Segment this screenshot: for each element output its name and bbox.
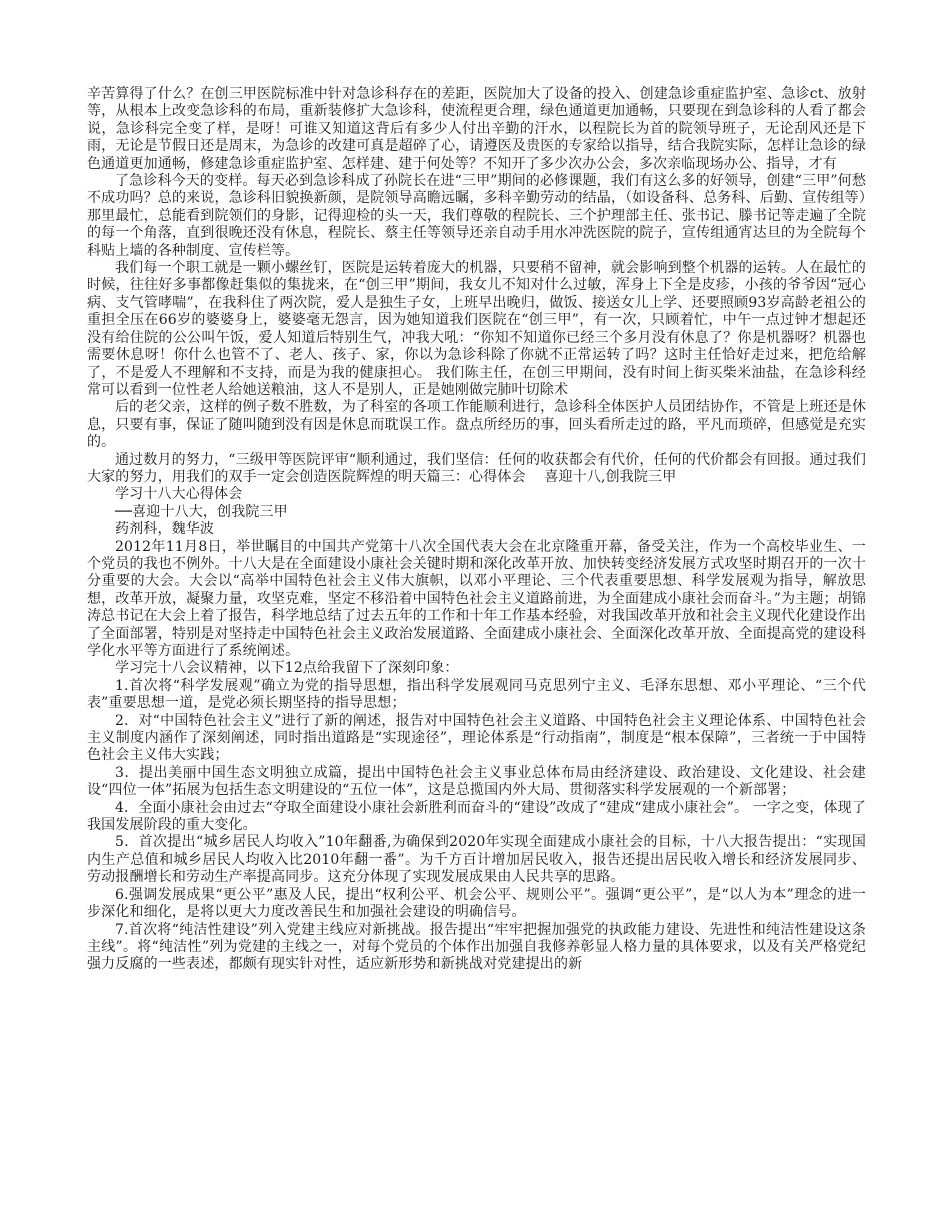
list-item-5: 5．首次提出“城乡居民人均收入”10年翻番,为确保到2020年实现全面建成小康社会的目标，十八大报告提出：“实现国内生产总值和城乡居民人均收入比2010年翻一番”。为千方百计增加居民收入，报告还提出居民收入增长和经济发展同步、劳动报酬增长和劳动生产率提高同步。这充分体现了实现发展成果由人民共享的思路。 <box>87 834 866 886</box>
section-heading: 学习十八大心得体会 <box>115 486 243 503</box>
list-item-2: 2．对“中国特色社会主义”进行了新的阐述，报告对中国特色社会主义道路、中国特色社会主义理论体系、中国特色社会主义制度内涵作了深刻阐述，同时指出道路是“实现途径”，理论体系是“行动指南”，制度是“根本保障”，三者统一于中国特色社会主义伟大实践； <box>87 712 866 764</box>
paragraph-1: 辛苦算得了什么？在创三甲医院标准中针对急诊科存在的差距，医院加大了设备的投入、创建急诊重症监护室、急诊ct、放射等，从根本上改变急诊科的布局，重新装修扩大急诊科，使流程更合理，绿色通道更加通畅，只要现在到急诊科的人看了都会说，急诊科完全变了样，是呀！可谁又知道这背后有多少人付出辛勤的汗水，以程院长为首的院领导班子，无论刮风还是下雨，无论是节假日还是周末，为急诊的改建可真是超碎了心，请遵医及贵医的专家给以指导，结合我院实际，怎样让急诊的绿色通道更加通畅，修建急诊重症监护室、怎样建、建于何处等？不知开了多少次办公会，多次亲临现场办公、指导，才有 <box>87 86 866 172</box>
list-item-6: 6.强调发展成果“更公平”惠及人民，提出“权利公平、机会公平、规则公平”。强调“更公平”，是“以人为本”理念的进一步深化和细化，是将以更大力度改善民生和加强社会建设的明确信号。 <box>87 886 866 921</box>
list-item-1: 1.首次将“科学发展观”确立为党的指导思想，指出科学发展观同马克思列宁主义、毛泽东思想、邓小平理论、“三个代表”重要思想一道，是党必须长期坚持的指导思想； <box>87 677 866 712</box>
paragraph-10: 学习完十八会议精神，以下12点给我留下了深刻印象： <box>115 660 459 677</box>
author-line: 药剂科，魏华波 <box>115 521 215 538</box>
list-item-4: 4．全面小康社会由过去“夺取全面建设小康社会新胜利而奋斗的“建设”改成了“建成“建成小康社会”。 一字之变，体现了我国发展阶段的重大变化。 <box>87 799 866 834</box>
paragraph-4: 后的老父亲，这样的例子数不胜数，为了科室的各项工作能顺利进行，急诊科全体医护人员团结协作，不管是上班还是休息，只要有事，保证了随叫随到没有因是休息而耽误工作。盘点所经历的事，回头看所走过的路，平凡而琐碎，但感觉是充实的。 <box>87 399 866 451</box>
list-item-3: 3．提出美丽中国生态文明独立成篇，提出中国特色社会主义事业总体布局由经济建设、政治建设、文化建设、社会建设“四位一体”拓展为包括生态文明建设的“五位一体”，这是总揽国内外大局、贯彻落实科学发展观的一个新部署； <box>87 764 866 799</box>
section-subtitle: ──喜迎十八大，创我院三甲 <box>115 503 288 520</box>
paragraph-2: 了急诊科今天的变样。每天必到急诊科成了孙院长在进“三甲”期间的必修课题，我们有这么多的好领导，创建“三甲”何愁不成功吗？总的来说，急诊科旧貌换新颜，是院领导高瞻远瞩，多科辛勤劳动的结晶，（如设备科、总务科、后勤、宣传组等）那里最忙，总能看到院领们的身影，记得迎检的头一天，我们尊敬的程院长、三个护理部主任、张书记、滕书记等走遍了全院的每一个角落，直到很晚还没有休息，程院长、蔡主任等领导还亲自动手用水冲洗医院的院子，宣传组通宵达旦的为全院每个科贴上墙的各种制度、宣传栏等。 <box>87 173 866 259</box>
paragraph-9: 2012年11月8日，举世瞩目的中国共产党第十八次全国代表大会在北京隆重开幕，备受关注，作为一个高校毕业生、一个党员的我也不例外。十八大是在全面建设小康社会关键时期和深化改革开放、加快转变经济发展方式攻坚时期召开的一次十分重要的大会。大会以“高举中国特色社会主义伟大旗帜，以邓小平理论、三个代表重要思想、科学发展观为指导，解放思想，改革开放，凝聚力量，攻坚克难，坚定不移沿着中国特色社会主义道路前进，为全面建成小康社会而奋斗。”为主题；胡锦涛总书记在大会上着了报告，科学地总结了过去五年的工作和十年工作基本经验，对我国改革开放和社会主义现代化建设作出了全面部署，特别是对坚持走中国特色社会主义政治发展道路、全面建成小康社会、全面深化改革开放、全面提高党的建设科学化水平等方面进行了系统阐述。 <box>87 538 866 659</box>
paragraph-5: 通过数月的努力，“三级甲等医院评审“顺利通过，我们坚信：任何的收获都会有代价，任何的代价都会有回报。通过我们大家的努力，用我们的双手一定会创造医院辉煌的明天篇三：心得体会 喜迎十八,创我院三甲 <box>87 451 866 485</box>
paragraph-3: 我们每一个职工就是一颗小螺丝钉，医院是运转着庞大的机器，只要稍不留神，就会影响到整个机器的运转。人在最忙的时候，往往好多事都像赶集似的集拢来，在“创三甲”期间，我女儿不知对什么过敏，浑身上下全是皮疹，小孩的爷爷因“冠心病、支气管哮喘”，在我科住了两次院，爱人是独生子女，上班早出晚归，做饭、接送女儿上学、还要照顾93岁高龄老祖公的重担全压在66岁的婆婆身上，婆婆毫无怨言，因为她知道我们医院在“创三甲”，有一次，只顾着忙，中午一点过钟才想起还没有给住院的公公叫午饭，爱人知道后特别生气，冲我大吼：“你知不知道你已经三个多月没有休息了？你是机器呀？机器也需要休息呀！你什么也管不了、老人、孩子、家，你以为急诊科除了你就不正常运转了吗？这时主任恰好走过来，把危给解了，不是爱人不理解和不支持，而是为我的健康担心。 我们陈主任，在创三甲期间，没有时间上街买柴米油盐，在急诊科经常可以看到一位性老人给她送粮油，这人不是别人，正是她刚做完肺叶切除术 <box>87 260 866 398</box>
list-item-7: 7.首次将“纯洁性建设”列入党建主线应对新挑战。报告提出“牢牢把握加强党的执政能力建设、先进性和纯洁性建设这条主线”。将“纯洁性”列为党建的主线之一，对每个党员的个体作出加强自我修养彰显人格力量的具体要求，以及有关严格党纪强力反腐的一些表述，都颇有现实针对性，适应新形势和新挑战对党建提出的新 <box>87 921 866 973</box>
